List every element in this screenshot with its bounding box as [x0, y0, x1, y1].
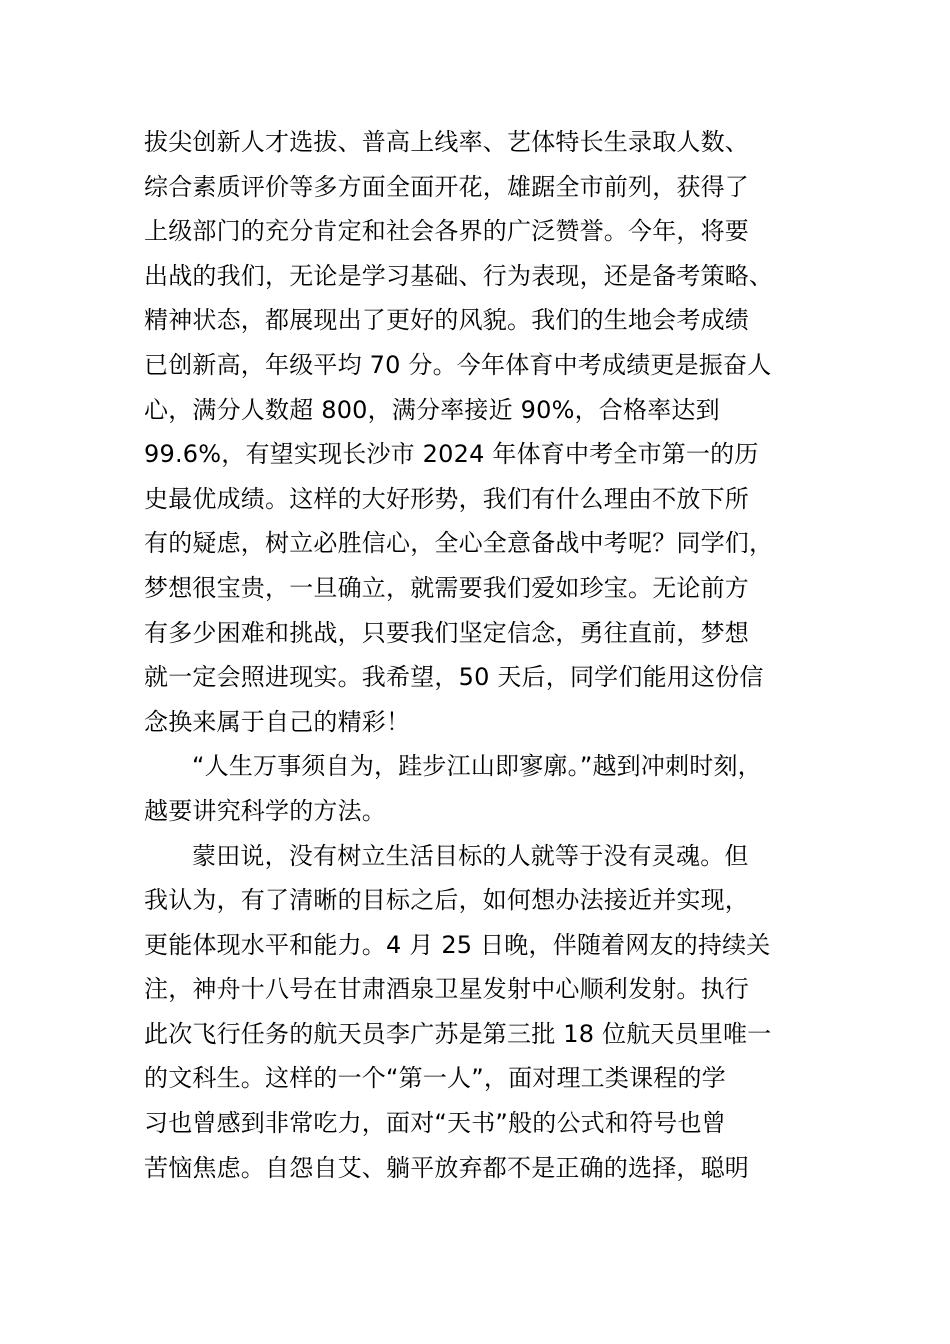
text-line: 注，神舟十八号在甘肃酒泉卫星发射中心顺利发射。执行	[144, 975, 749, 1004]
text-line: 此次飞行任务的航天员李广苏是第三批 18 位航天员里唯一	[144, 1019, 772, 1048]
text-line: 有的疑虑，树立必胜信心，全心全意备战中考呢？同学们，	[144, 529, 774, 558]
text-line: 更能体现水平和能力。4 月 25 日晚，伴随着网友的持续关	[144, 930, 771, 959]
text-line: 综合素质评价等多方面全面开花，雄踞全市前列，获得了	[144, 172, 749, 201]
text-line: 越要讲究科学的方法。	[144, 796, 386, 825]
text-line: 史最优成绩。这样的大好形势，我们有什么理由不放下所	[144, 484, 749, 513]
text-line: 我认为，有了清晰的目标之后，如何想办法接近并实现，	[144, 886, 749, 915]
body-text	[144, 120, 844, 1190]
text-line: 梦想很宝贵，一旦确立，就需要我们爱如珍宝。无论前方	[144, 573, 749, 602]
text-line: 出战的我们，无论是学习基础、行为表现，还是备考策略、	[144, 261, 774, 290]
text-line: 就一定会照进现实。我希望，50 天后，同学们能用这份信	[144, 663, 764, 692]
text-line: 上级部门的充分肯定和社会各界的广泛赞誉。今年，将要	[144, 217, 749, 246]
text-line: 拔尖创新人才选拔、普高上线率、艺体特长生录取人数、	[144, 128, 749, 156]
text-line: 有多少困难和挑战，只要我们坚定信念，勇往直前，梦想	[144, 618, 749, 647]
text-line: 99.6%，有望实现长沙市 2024 年体育中考全市第一的历	[144, 440, 759, 469]
paragraph-first-line: “人生万事须自为，跬步江山即寥廓。”越到冲刺时刻，	[192, 752, 762, 781]
text-line: 念换来属于自己的精彩！	[144, 707, 411, 736]
text-line: 苦恼焦虑。自怨自艾、躺平放弃都不是正确的选择，聪明	[144, 1153, 749, 1182]
paragraph-first-line: 蒙田说，没有树立生活目标的人就等于没有灵魂。但	[192, 841, 749, 870]
text-line: 习也曾感到非常吃力，面对“天书”般的公式和符号也曾	[144, 1109, 726, 1138]
text-line: 心，满分人数超 800，满分率接近 90%，合格率达到	[144, 395, 720, 424]
text-line: 精神状态，都展现出了更好的风貌。我们的生地会考成绩	[144, 306, 749, 335]
text-line: 已创新高，年级平均 70 分。今年体育中考成绩更是振奋人	[144, 350, 772, 379]
text-line: 的文科生。这样的一个“第一人”，面对理工类课程的学	[144, 1064, 726, 1093]
